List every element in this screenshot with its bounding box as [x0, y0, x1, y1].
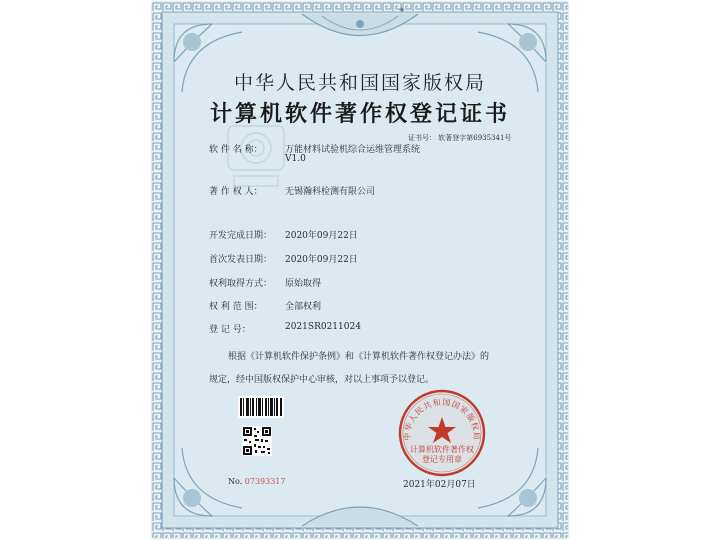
field-label-copyright-owner: 著 作 权 人： [209, 187, 263, 197]
field-value-publish-date: 2020年09月22日 [285, 255, 358, 265]
certificate-title: 计算机软件著作权登记证书 [209, 101, 510, 127]
qr-code [242, 426, 272, 456]
seal-inner-line-2: 登记专用章 [422, 455, 462, 464]
field-label-publish-date: 首次发表日期： [209, 255, 273, 265]
field-label-registration-number: 登 记 号： [209, 325, 251, 335]
certificate-number [408, 133, 511, 143]
field-value-rights-scope: 全部权利 [285, 302, 322, 312]
certificate-sheet [152, 2, 568, 538]
field-label-acquisition: 权利取得方式： [209, 279, 273, 289]
field-label-dev-date: 开发完成日期： [209, 231, 273, 241]
field-label-rights-scope: 权 利 范 围： [209, 302, 263, 312]
tiger-mark-icon: ✦ [398, 6, 406, 16]
issuing-authority: 中华人民共和国国家版权局 [233, 72, 486, 94]
field-value-dev-date: 2020年09月22日 [285, 231, 358, 241]
seal-inner-line-1: 计算机软件著作权 [410, 445, 474, 454]
serial-number [228, 477, 285, 486]
field-label-software-name: 软 件 名 称： [209, 145, 263, 155]
field-value-copyright-owner: 无锡瀚科检测有限公司 [285, 187, 376, 197]
field-value-software-version: V1.0 [285, 154, 306, 164]
certificate-number-label: 证书号： [408, 134, 436, 142]
field-value-software-name: 万能材料试验机综合运维管理系统 [285, 145, 421, 155]
barcode [238, 396, 284, 418]
official-seal [396, 387, 488, 479]
certificate-number-value: 软著登字第6935341号 [438, 134, 512, 142]
statement-line-2: 规定，经中国版权保护中心审核，对以上事项予以登记。 [209, 375, 435, 385]
field-value-registration-number: 2021SR0211024 [285, 322, 361, 332]
issue-date: 2021年02月07日 [403, 480, 476, 490]
field-value-acquisition: 原始取得 [285, 279, 322, 289]
serial-value: 07393317 [244, 477, 286, 486]
seal-outer-text: 中华人民共和国国家版权局 [402, 397, 482, 441]
statement-line-1: 根据《计算机软件保护条例》和《计算机软件著作权登记办法》的 [228, 352, 490, 362]
serial-prefix: No. [228, 477, 243, 486]
